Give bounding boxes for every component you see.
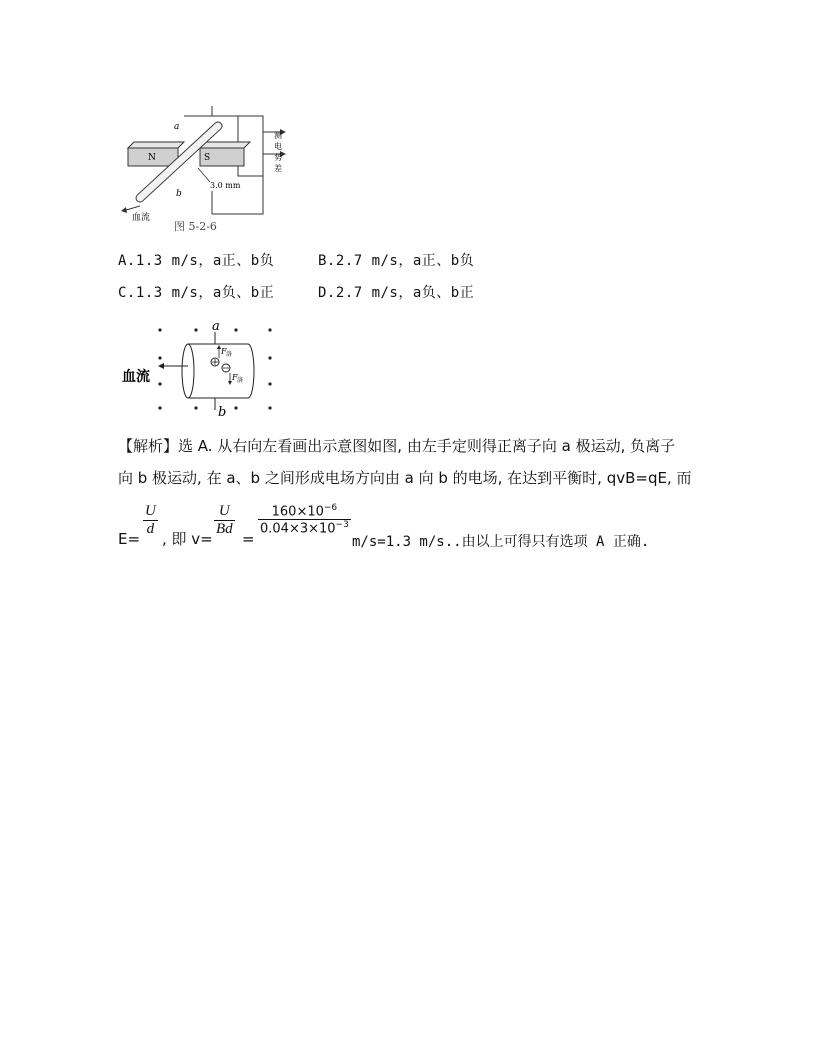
label-b: b (176, 189, 182, 199)
solution-diagram (118, 318, 288, 418)
fraction-u-over-d (143, 503, 158, 538)
fraction-denominator (258, 520, 351, 536)
denominator-base: 0.04×3×10 (260, 521, 336, 537)
option-a[interactable]: A.1.3 m/s，a正、b负 (118, 253, 275, 269)
figure-caption: 图 5-2-6 (174, 220, 217, 233)
force-bottom-subscript: 洛 (237, 377, 244, 384)
option-d[interactable]: D.2.7 m/s，a负、b正 (318, 285, 475, 301)
e-prefix: E= (118, 530, 141, 548)
magnet-n-label: N (148, 153, 156, 163)
denominator-exponent: −3 (335, 520, 349, 531)
label-a: a (212, 319, 220, 334)
fraction-numeric (258, 503, 351, 537)
analysis-line-1: 【解析】选 A. 从右向左看画出示意图如图, 由左手定则得正离子向 a 极运动, 负离子 (118, 437, 676, 455)
result-tail: m/s=1.3 m/s..由以上可得只有选项 A 正确. (352, 534, 650, 550)
blood-flow-label: 血流 (122, 369, 150, 385)
mid-text: , 即 v= (162, 530, 213, 548)
magnet-n (128, 142, 184, 148)
fraction-numerator: U (145, 503, 156, 519)
fraction-u-over-bd (214, 503, 235, 538)
fraction-numerator (258, 503, 351, 520)
magnet-s (200, 142, 250, 148)
analysis-line-2: 向 b 极运动, 在 a、b 之间形成电场方向由 a 向 b 的电场, 在达到平衡时, qvB=qE, 而 (118, 469, 692, 487)
dimension-label: 3.0 mm (210, 181, 241, 190)
fraction-denominator: Bd (216, 521, 233, 537)
label-a: a (174, 122, 180, 132)
side-label-1: 测 (274, 131, 282, 140)
equals-sign: = (242, 530, 255, 548)
side-label-4: 差 (274, 164, 282, 173)
force-top-label: F (221, 347, 227, 356)
force-bottom-label: F (232, 373, 238, 382)
numerator-exponent: −6 (323, 503, 338, 513)
side-label-3: 势 (274, 153, 282, 162)
option-c[interactable]: C.1.3 m/s，a负、b正 (118, 285, 275, 301)
fraction-denominator: d (146, 521, 155, 537)
figure-5-2-6 (118, 96, 308, 236)
magnet-s-label: S (204, 153, 211, 163)
option-b[interactable]: B.2.7 m/s，a正、b负 (318, 253, 475, 269)
side-label-2: 电 (274, 142, 282, 151)
label-b: b (218, 405, 227, 418)
blood-flow-label: 血流 (132, 213, 151, 223)
fraction-numerator: U (214, 503, 235, 521)
force-top-subscript: 洛 (226, 351, 233, 358)
numerator-base: 160×10 (271, 504, 324, 520)
